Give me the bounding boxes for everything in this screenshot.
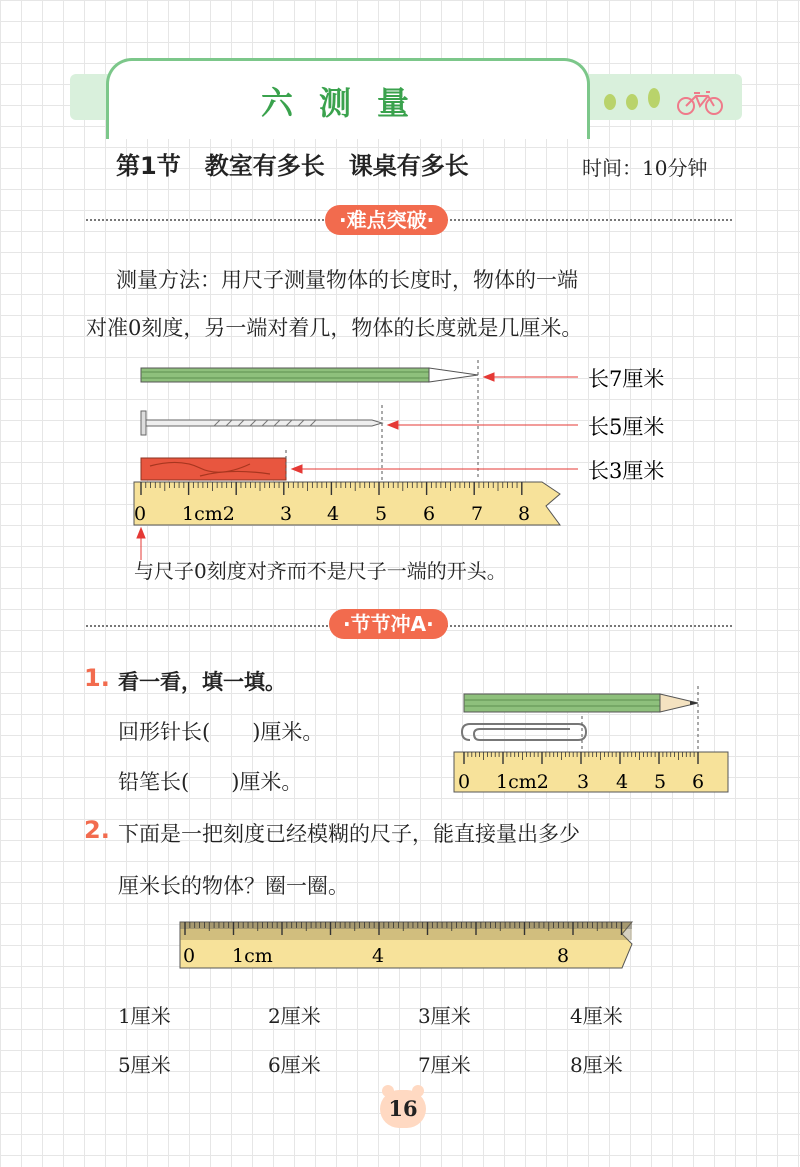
measurement-figure	[0, 350, 800, 590]
option-2cm[interactable]: 2厘米	[268, 1004, 321, 1028]
option-5cm[interactable]: 5厘米	[118, 1053, 171, 1077]
method-line-1: 测量方法：用尺子测量物体的长度时，物体的一端	[116, 268, 578, 292]
method-line-2: 对准0刻度，另一端对着几，物体的长度就是几厘米。	[86, 316, 583, 340]
question-1-figure	[440, 680, 740, 800]
question-1-number: 1.	[84, 664, 110, 692]
option-3cm[interactable]: 3厘米	[418, 1004, 471, 1028]
tick-label: 0	[183, 945, 196, 967]
tick-label: 4	[372, 945, 385, 967]
tick-label: 8	[518, 503, 531, 525]
tree-icon	[648, 88, 660, 108]
page-number: 16	[388, 1096, 418, 1121]
tick-label: 0	[134, 503, 147, 525]
option-6cm[interactable]: 6厘米	[268, 1053, 321, 1077]
question-1-line-1: 回形针长( )厘米。	[118, 720, 324, 744]
bicycle-icon	[676, 88, 726, 118]
tick-label: 1cm2	[182, 503, 235, 525]
tree-icon	[604, 94, 616, 110]
ruler-figure	[134, 482, 560, 525]
tick-label: 5	[654, 771, 667, 793]
badge-practice: ·节节冲A·	[329, 609, 448, 639]
option-8cm[interactable]: 8厘米	[570, 1053, 623, 1077]
header-decoration	[600, 92, 730, 122]
ruler-figure	[454, 752, 728, 793]
nail-figure	[141, 411, 382, 435]
tick-label: 4	[616, 771, 629, 793]
length-label-3: 长3厘米	[588, 459, 665, 483]
tick-label: 4	[327, 503, 340, 525]
tick-label: 6	[692, 771, 705, 793]
option-4cm[interactable]: 4厘米	[570, 1004, 623, 1028]
question-1-line-2: 铅笔长( )厘米。	[118, 770, 303, 794]
page-number-badge	[380, 1090, 426, 1128]
tick-label: 3	[577, 771, 590, 793]
alignment-note: 与尺子0刻度对齐而不是尺子一端的开头。	[134, 559, 507, 583]
section-title: 第1节 教室有多长 课桌有多长	[116, 152, 469, 180]
tick-label: 1cm	[232, 945, 273, 967]
tree-icon	[626, 94, 638, 110]
tick-label: 5	[375, 503, 388, 525]
section-time: 时间：10分钟	[582, 156, 708, 180]
question-2-prompt-line-1: 下面是一把刻度已经模糊的尺子，能直接量出多少	[118, 822, 580, 846]
option-7cm[interactable]: 7厘米	[418, 1053, 471, 1077]
length-label-7: 长7厘米	[588, 367, 665, 391]
tick-label: 3	[280, 503, 293, 525]
badge-difficulty: ·难点突破·	[325, 205, 448, 235]
tick-label: 1cm2	[496, 771, 549, 793]
option-1cm[interactable]: 1厘米	[118, 1004, 171, 1028]
question-2-figure	[170, 912, 640, 982]
question-2-number: 2.	[84, 816, 110, 844]
chapter-title: 六测量	[260, 84, 435, 122]
pencil-figure	[464, 694, 698, 712]
pencil-figure	[141, 368, 478, 382]
tick-label: 7	[471, 503, 484, 525]
wood-block-figure	[141, 458, 286, 480]
question-2-prompt-line-2: 厘米长的物体？圈一圈。	[118, 874, 349, 898]
blurred-ruler-figure	[180, 922, 632, 968]
tick-label: 8	[557, 945, 570, 967]
length-label-5: 长5厘米	[588, 415, 665, 439]
question-1-prompt: 看一看，填一填。	[118, 670, 286, 694]
tick-label: 6	[423, 503, 436, 525]
tick-label: 0	[458, 771, 471, 793]
